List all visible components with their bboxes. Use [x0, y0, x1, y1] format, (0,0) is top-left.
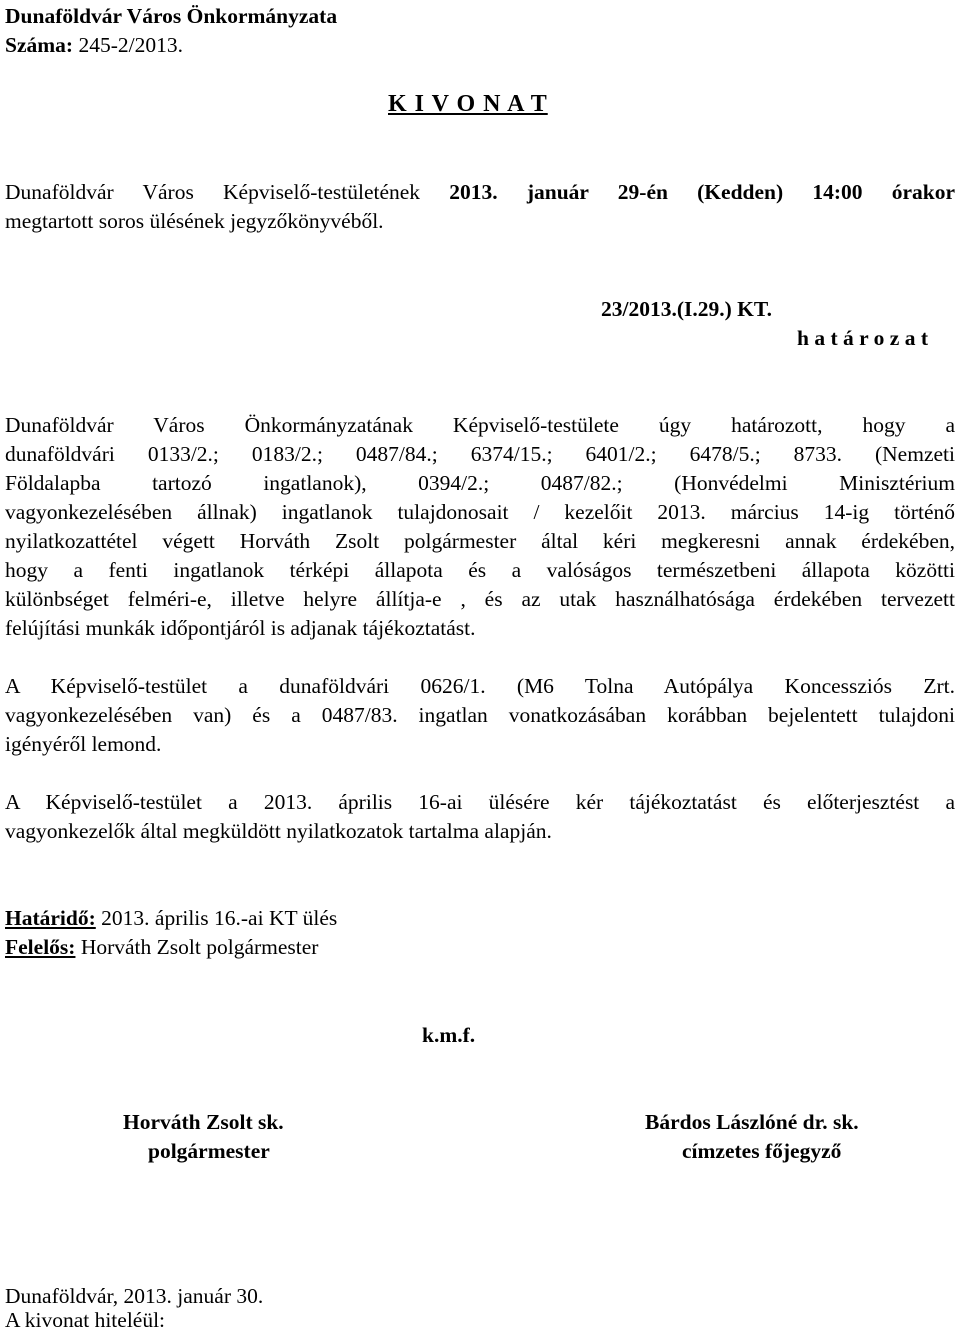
- paragraph-2-line: A Képviselő-testület a dunaföldvári 0626/1. (M6 Tolna Autópálya Koncessziós Zrt.: [5, 674, 955, 698]
- signature-right-title: címzetes főjegyző: [682, 1139, 842, 1163]
- resolution-number: 23/2013.(I.29.) KT.: [600, 297, 772, 321]
- deadline: [5, 904, 337, 933]
- resolution-label: h a t á r o z a t: [797, 326, 928, 350]
- responsible-label: Felelős:: [5, 935, 76, 959]
- intro-line-2: megtartott soros ülésének jegyzőkönyvéből.: [5, 209, 384, 233]
- paragraph-1-line: felújítási munkák időpontjáról is adjanak tájékoztatást.: [5, 616, 476, 640]
- document-number: [5, 31, 183, 60]
- responsible: [5, 933, 318, 962]
- paragraph-1-line: hogy a fenti ingatlanok térképi állapota és a valóságos természetbeni állapota közötti: [5, 558, 955, 582]
- intro-time: 14:00 órakor: [812, 180, 956, 204]
- paragraph-3: [5, 788, 955, 846]
- paragraph-1-line: különbséget felméri-e, illetve helyre állítja-e , és az utak használhatósága érdekében tervezett: [5, 587, 955, 611]
- certified-label: A kivonat hiteléül:: [5, 1308, 166, 1332]
- deadline-label: Határidő:: [5, 906, 96, 930]
- paragraph-2-line: igényéről lemond.: [5, 732, 162, 756]
- intro-council: Dunaföldvár Város Képviselő-testületének: [5, 180, 421, 204]
- paragraph-1-line: dunaföldvári 0133/2.; 0183/2.; 0487/84.; 6374/15.; 6401/2.; 6478/5.; 8733. (Nemzeti: [5, 442, 955, 466]
- document-title: K I V O N A T: [388, 91, 548, 117]
- signature-left-name: Horváth Zsolt sk.: [123, 1110, 284, 1134]
- paragraph-1: [5, 411, 955, 643]
- intro-line-1: [5, 178, 955, 207]
- intro-date: 2013. január 29-én (Kedden): [449, 180, 784, 204]
- paragraph-2-line: vagyonkezelésében van) és a 0487/83. ingatlan vonatkozásában korábban bejelentett tulajdoni: [5, 703, 955, 727]
- institution-name: Dunaföldvár Város Önkormányzata: [5, 4, 338, 28]
- paragraph-1-line: nyilatkozattétel végett Horváth Zsolt polgármester által kéri megkeresni annak érdekében,: [5, 529, 955, 553]
- paragraph-1-line: Dunaföldvár Város Önkormányzatának Képviselő-testülete úgy határozott, hogy a: [5, 413, 955, 437]
- document-number-label: Száma:: [5, 33, 74, 57]
- deadline-value: 2013. április 16.-ai KT ülés: [95, 906, 338, 930]
- signature-left-title: polgármester: [148, 1139, 270, 1163]
- document-number-value: 245-2/2013.: [73, 33, 183, 57]
- responsible-value: Horváth Zsolt polgármester: [75, 935, 319, 959]
- paragraph-3-line: vagyonkezelők által megküldött nyilatkozatok tartalma alapján.: [5, 819, 552, 843]
- paragraph-3-line: A Képviselő-testület a 2013. április 16-ai ülésére kér tájékoztatást és előterjesztést a: [5, 790, 955, 814]
- paragraph-1-line: Földalapba tartozó ingatlanok), 0394/2.; 0487/82.; (Honvédelmi Minisztérium: [5, 471, 955, 495]
- signature-right-name: Bárdos Lászlóné dr. sk.: [645, 1110, 859, 1134]
- kmf-mark: k.m.f.: [422, 1023, 476, 1047]
- paragraph-1-line: vagyonkezelésében állnak) ingatlanok tulajdonosait / kezelőit 2013. március 14-ig történő: [5, 500, 955, 524]
- paragraph-2: [5, 672, 955, 759]
- place-date: Dunaföldvár, 2013. január 30.: [5, 1284, 264, 1308]
